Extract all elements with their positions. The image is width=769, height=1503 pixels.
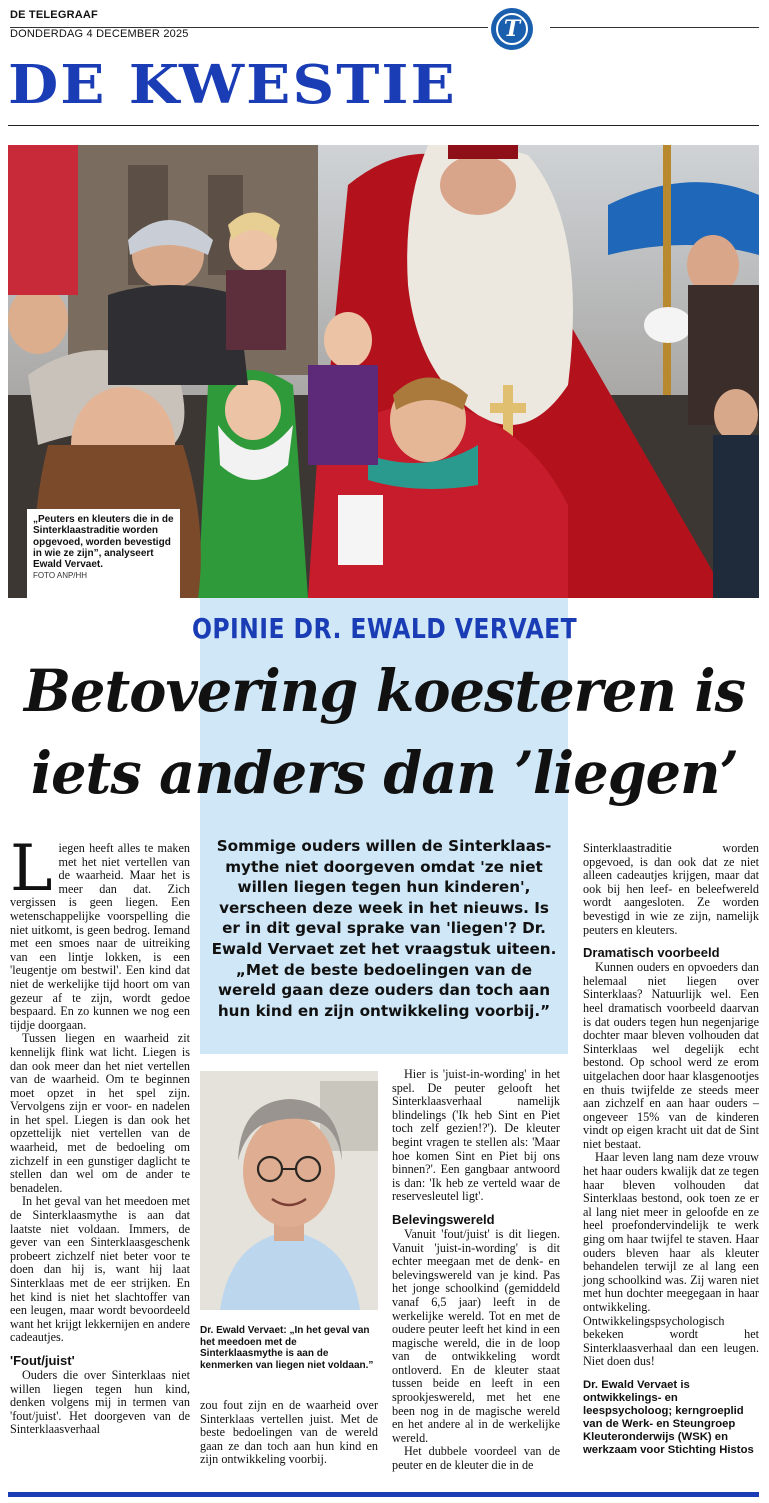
article-column-3 — [392, 1068, 560, 1473]
subheading-belevingswereld: Belevingswereld — [392, 1211, 495, 1227]
column1-paragraph-1-text: iegen heeft alles te maken met het niet vertellen van de waarheid. Maar het is meer dan dat. Zich vergissen is geen liegen. Een wetenschappelijke voorspelling die niet uitkomt, is geen bedrog. Iemand met een smoes naar de uitreiking van een lintje lokken, is een 'leugentje om bestwil'. Een kind dat niet de werkelijke tijd hoort om van gezeur af te zijn, wordt gedoe bespaard. En zo kunnen we nog een tijdje doorgaan. — [10, 841, 190, 1032]
section-title: DE KWESTIE — [8, 53, 457, 116]
paper-name: DE TELEGRAAF — [10, 9, 98, 21]
photo-caption-box — [27, 509, 180, 598]
article-column-1 — [10, 832, 190, 1437]
portrait-illustration — [200, 1071, 378, 1310]
subheading-fout-juist: 'Fout/juist' — [10, 1352, 75, 1368]
portrait-caption: Dr. Ewald Vervaet: „In het geval van het meedoen met de Sinterklaasmythe is aan de kenmerken van liegen niet voldaan.” — [200, 1325, 374, 1371]
column1-paragraph-2: Tussen liegen en waarheid zit kennelijk flink wat licht. Liegen is dan ook meer dan het niet vertellen van de waarheid. Om te beginnen moet opzet in het spel zijn. Vervolgens zijn er voor- en nadelen in het spel. Liegen is dan ook het opzettelijk niet vertellen van de waarheid, met de bedoeling om zichzelf in een gunstiger daglicht te stellen dan wel om de ander te benadelen. — [10, 1031, 190, 1195]
column4-paragraph-1: Sinterklaastraditie worden opgevoed, is dan ook dat ze niet alleen cadeautjes krijgen, maar dat ook bij hen leef- en beleefwereld wordt aangesloten. Ze worden bevestigd in wie ze zijn, namelijk peuters en kleuters. — [583, 841, 759, 937]
column1-paragraph-4: Ouders die over Sinterklaas niet willen liegen tegen hun kind, denken volgens mij in termen van 'fout/juist'. Het doorgeven van de Sinterklaasverhaal — [10, 1367, 190, 1437]
article-column-4 — [583, 842, 759, 1457]
article-column-2-continued — [200, 1399, 378, 1467]
paper-date: DONDERDAG 4 DECEMBER 2025 — [10, 28, 189, 40]
bottom-accent-bar — [8, 1492, 759, 1497]
subheading-dramatisch-voorbeeld: Dramatisch voorbeeld — [583, 945, 720, 961]
headline-line-2: iets anders dan ’liegen’ — [30, 739, 739, 807]
article-intro: Sommige ouders willen de Sinterklaas-mythe niet doorgeven omdat 'ze niet willen liegen tegen hun kinderen', verscheen deze week in het nieuws. Is er in dit geval sprake van 'liegen'? Dr. Ewald Vervaet zet het vraagstuk uiteen. „Met de beste bedoelingen van de wereld gaan deze ouders dan toch aan hun kind en zijn ontwikkeling voorbij.” — [211, 837, 557, 1020]
logo-letter: T — [496, 13, 528, 45]
author-portrait — [200, 1071, 378, 1310]
column2-paragraph: zou fout zijn en de waarheid over Sinterklaas vertellen juist. Met de beste bedoelingen van de wereld gaan ze dan toch aan hun kind en zijn ontwikkeling voorbij. — [200, 1398, 378, 1467]
dropcap: L — [10, 832, 53, 906]
photo-credit: FOTO ANP/HH — [33, 571, 88, 581]
photo-caption: „Peuters en kleuters die in de Sinterklaastraditie worden opgevoed, worden bevestigd in wie ze zijn”, analyseert Ewald Vervaet. — [33, 514, 174, 571]
column3-paragraph-1: Hier is 'juist-in-wording' in het spel. De peuter gelooft het Sinterklaasverhaal namelijk blindelings ('Ik heb Sint en Piet toch zelf gezien!?'). De kleuter begint vragen te stellen als: 'Maar hoe komen Sint en Piet bij ons binnen?'. Een gangbaar antwoord is dan: 'Ik heb ze verteld waar de reservesleutel ligt'. — [392, 1067, 560, 1204]
headline-line-1: Betovering koesteren is — [23, 657, 746, 725]
column1-paragraph-1 — [10, 832, 190, 1032]
column3-paragraph-3: Het dubbele voordeel van de peuter en de kleuter die in de — [392, 1444, 560, 1473]
telegraaf-logo-icon — [491, 8, 533, 50]
section-rule — [8, 125, 759, 126]
author-bio: Dr. Ewald Vervaet is ontwikkelings- en leespsycholoog; kerngroeplid van de Werk- en Steungroep Kleuteronderwijs (WSK) en werkzaam voor Stichting Histos — [583, 1378, 754, 1456]
masthead-divider-right — [550, 27, 759, 28]
column3-paragraph-2: Vanuit 'fout/juist' is dit liegen. Vanuit 'juist-in-wording' is dit echter meegaan met de denk- en belevingswereld van je kind. Pas het jonge schoolkind (gemiddeld vanaf 6,5 jaar) leeft in de werkelijke wereld. Tot en met de oudere peuter leeft het kind in een magische wereld, die in de loop van de ontwikkeling wordt ontloverd. En de kleuter staat tussen beide en leeft in een sprookjeswereld, met het ene been nog in de magische wereld en het andere al in de werkelijke wereld. — [392, 1226, 560, 1445]
column4-paragraph-2: Kunnen ouders en opvoeders dan helemaal niet liegen over Sinterklaas? Natuurlijk wel. Een heel dramatisch voorbeeld daarvan is dat ouders tegen hun negenjarige dochter maar bleven volhouden dat Sinterklaas wel degelijk echt bestond. Op school werd ze erom uitgelachen door haar klasgenootjes en thuis twijfelde ze steeds meer aan zichzelf en aan haar ouders – ongeveer 15% van de kinderen vindt op eigen kracht uit dat de Sint niet bestaat. — [583, 960, 759, 1151]
column4-paragraph-3: Haar leven lang nam deze vrouw het haar ouders kwalijk dat ze tegen haar bleven volhouden dat Sinterklaas bestond, ook toen ze er al lang niet meer in geloofde en ze heel proefondervindelijk te werk ging om haar twijfel te staven. Haar ouders bleven haar als kleuter behandelen terwijl ze al lang een jong schoolkind was. Zij waren niet met hun dochter meegegaan in haar ontwikkeling. Ontwikkelingspsychologisch bekeken wordt het Sinterklaasverhaal dan een leugen. Niet doen dus! — [583, 1150, 759, 1369]
article-kicker: OPINIE DR. EWALD VERVAET — [191, 612, 578, 645]
column1-paragraph-3: In het geval van het meedoen met de Sinterklaasmythe is aan dat laatste niet voldaan. Immers, de gever van een Sinterklaasgeschenk probeert zichzelf niet beter voor te doen dan hij is, want hij laat Sinterklaas met de eer strijken. En het kind is niet het slachtoffer van een leugen, maar wordt bevoordeeld want het krijgt lekkernijen en andere cadeautjes. — [10, 1194, 190, 1345]
masthead — [10, 8, 759, 48]
